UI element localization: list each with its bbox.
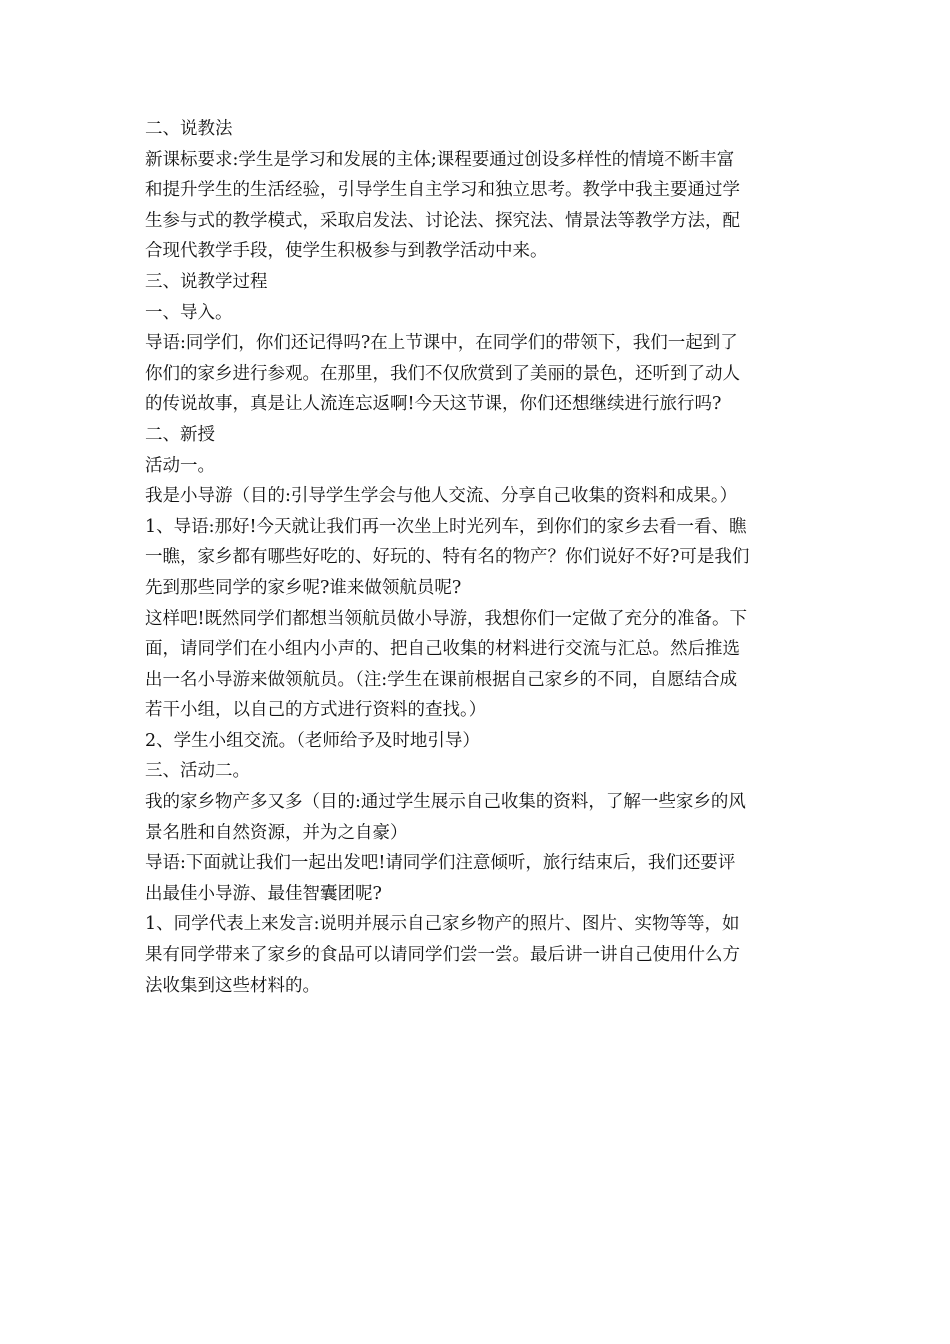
text-line: 和提升学生的生活经验，引导学生自主学习和独立思考。教学中我主要通过学 bbox=[145, 180, 740, 201]
paragraph-step-one bbox=[145, 512, 810, 604]
text-line: 你们的家乡进行参观。在那里，我们不仅欣赏到了美丽的景色，还听到了动人 bbox=[145, 363, 740, 384]
text-line: 法收集到这些材料的。 bbox=[145, 975, 320, 996]
text-line: 这样吧!既然同学们都想当领航员做小导游，我想你们一定做了充分的准备。下 bbox=[145, 608, 748, 629]
paragraph-curriculum-standard bbox=[145, 145, 810, 267]
text-line: 1、同学代表上来发言:说明并展示自己家乡物产的照片、图片、实物等等，如 bbox=[145, 914, 740, 935]
paragraph-group-prep bbox=[145, 604, 810, 726]
text-line: 2、学生小组交流。（老师给予及时地引导） bbox=[145, 730, 480, 751]
text-line: 活动一。 bbox=[145, 455, 215, 476]
text-line: 我的家乡物产多又多（目的:通过学生展示自己收集的资料，了解一些家乡的风 bbox=[145, 792, 746, 813]
text-line: 果有同学带来了家乡的食品可以请同学们尝一尝。最后讲一讲自己使用什么方 bbox=[145, 945, 740, 966]
heading-introduction bbox=[145, 298, 810, 329]
text-line: 1、导语:那好!今天就让我们再一次坐上时光列车，到你们的家乡去看一看、瞧 bbox=[145, 516, 747, 537]
heading-activity-one bbox=[145, 451, 810, 482]
text-line: 面，请同学们在小组内小声的、把自己收集的材料进行交流与汇总。然后推选 bbox=[145, 639, 740, 660]
text-line: 二、说教法 bbox=[145, 119, 233, 139]
heading-teaching-process bbox=[145, 267, 810, 298]
document-body bbox=[145, 114, 810, 1001]
text-line: 出一名小导游来做领航员。（注:学生在课前根据自己家乡的不同，自愿结合成 bbox=[145, 669, 738, 690]
text-line: 合现代教学手段，使学生积极参与到教学活动中来。 bbox=[145, 241, 548, 262]
text-line: 导语:下面就让我们一起出发吧!请同学们注意倾听，旅行结束后，我们还要评 bbox=[145, 853, 736, 874]
text-line: 出最佳小导游、最佳智囊团呢? bbox=[145, 883, 382, 904]
text-line: 一、导入。 bbox=[145, 302, 233, 323]
text-line: 三、活动二。 bbox=[145, 761, 250, 782]
text-line: 先到那些同学的家乡呢?谁来做领航员呢? bbox=[145, 577, 462, 598]
heading-new-lesson bbox=[145, 420, 810, 451]
text-line: 新课标要求:学生是学习和发展的主体;课程要通过创设多样性的情境不断丰富 bbox=[145, 149, 735, 170]
paragraph-hometown-products bbox=[145, 787, 810, 848]
text-line: 我是小导游（目的:引导学生学会与他人交流、分享自己收集的资料和成果。） bbox=[145, 486, 738, 507]
paragraph-introduction-script bbox=[145, 328, 810, 420]
text-line: 三、说教学过程 bbox=[145, 271, 268, 292]
text-line: 生参与式的教学模式，采取启发法、讨论法、探究法、情景法等教学方法，配 bbox=[145, 210, 740, 231]
paragraph-student-presentation bbox=[145, 909, 810, 1001]
paragraph-departure-script bbox=[145, 848, 810, 909]
paragraph-step-two bbox=[145, 726, 810, 757]
heading-activity-two bbox=[145, 756, 810, 787]
text-line: 若干小组，以自己的方式进行资料的查找。） bbox=[145, 700, 487, 721]
text-line: 的传说故事，真是让人流连忘返啊!今天这节课，你们还想继续进行旅行吗? bbox=[145, 394, 722, 415]
heading-teaching-method bbox=[145, 114, 810, 145]
text-line: 二、新授 bbox=[145, 424, 215, 445]
paragraph-little-guide bbox=[145, 481, 810, 512]
text-line: 一瞧，家乡都有哪些好吃的、好玩的、特有名的物产？你们说好不好?可是我们 bbox=[145, 547, 750, 568]
text-line: 导语:同学们，你们还记得吗?在上节课中，在同学们的带领下，我们一起到了 bbox=[145, 333, 738, 354]
text-line: 景名胜和自然资源，并为之自豪） bbox=[145, 822, 408, 843]
